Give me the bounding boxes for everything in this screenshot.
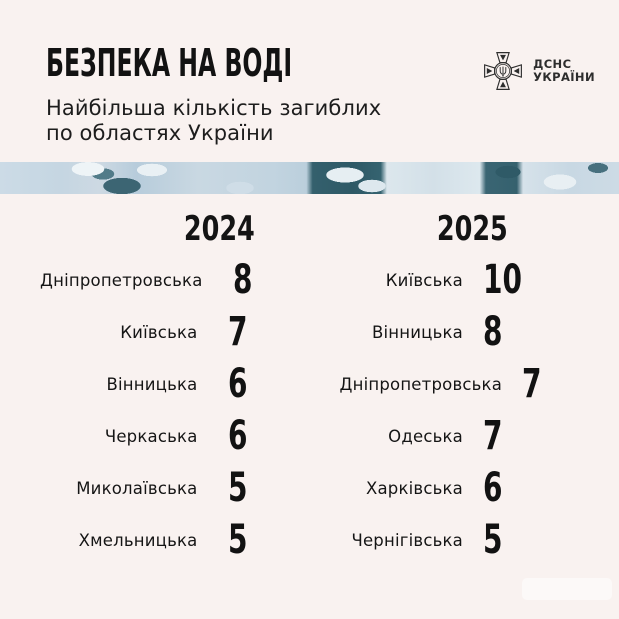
deaths-value: 8	[232, 257, 253, 303]
table-row	[340, 358, 546, 410]
table-row	[40, 306, 290, 358]
table-row	[40, 514, 290, 566]
header	[0, 0, 619, 146]
table-row	[340, 462, 546, 514]
subtitle-line-1: Найбільша кількість загиблих	[46, 96, 382, 120]
deaths-value: 6	[227, 361, 247, 407]
table-row	[340, 254, 546, 306]
logo-text-line-1: ДСНС	[533, 56, 572, 71]
region-label: Київська	[385, 270, 463, 290]
year-header-2025: 2025	[436, 209, 508, 249]
region-label: Дніпропетровська	[339, 374, 503, 394]
region-label: Вінницька	[106, 374, 198, 394]
region-label: Миколаївська	[76, 478, 198, 498]
deaths-value: 6	[483, 465, 503, 511]
deaths-value: 7	[227, 309, 247, 355]
subtitle-line-2: по областях України	[46, 121, 274, 145]
table-row	[340, 410, 546, 462]
region-label: Черкаська	[104, 426, 198, 446]
column-2025	[310, 210, 619, 566]
table-row	[340, 514, 546, 566]
table-row	[40, 410, 290, 462]
page-title: БЕЗПЕКА НА ВОДІ	[46, 41, 293, 85]
region-label: Чернігівська	[351, 530, 463, 550]
deaths-value: 10	[483, 257, 522, 303]
dsns-logo	[482, 50, 595, 92]
deaths-value: 5	[483, 517, 503, 563]
region-label: Дніпропетровська	[40, 270, 203, 290]
region-label: Київська	[120, 322, 198, 342]
table-row	[40, 358, 290, 410]
table-row	[40, 254, 290, 306]
faint-watermark-patch	[522, 578, 612, 600]
deaths-value: 8	[483, 309, 503, 355]
table-row	[340, 306, 546, 358]
logo-text-line-2: УКРАЇНИ	[533, 70, 595, 84]
table-row	[40, 462, 290, 514]
page-subtitle	[46, 96, 443, 146]
region-label: Вінницька	[371, 322, 463, 342]
title-block	[46, 41, 443, 146]
deaths-value: 6	[227, 413, 247, 459]
year-header-2024: 2024	[184, 209, 256, 249]
statistics-table	[0, 210, 619, 566]
deaths-value: 5	[227, 465, 247, 511]
deaths-value: 7	[483, 413, 503, 459]
ice-photo-strip	[0, 162, 619, 194]
region-label: Одеська	[388, 426, 463, 446]
logo-text	[533, 58, 595, 85]
column-2024	[0, 210, 310, 566]
region-label: Харківська	[365, 478, 463, 498]
deaths-value: 7	[522, 361, 542, 407]
region-label: Хмельницька	[78, 530, 198, 550]
dsns-cross-emblem-icon	[482, 50, 524, 92]
deaths-value: 5	[227, 517, 247, 563]
